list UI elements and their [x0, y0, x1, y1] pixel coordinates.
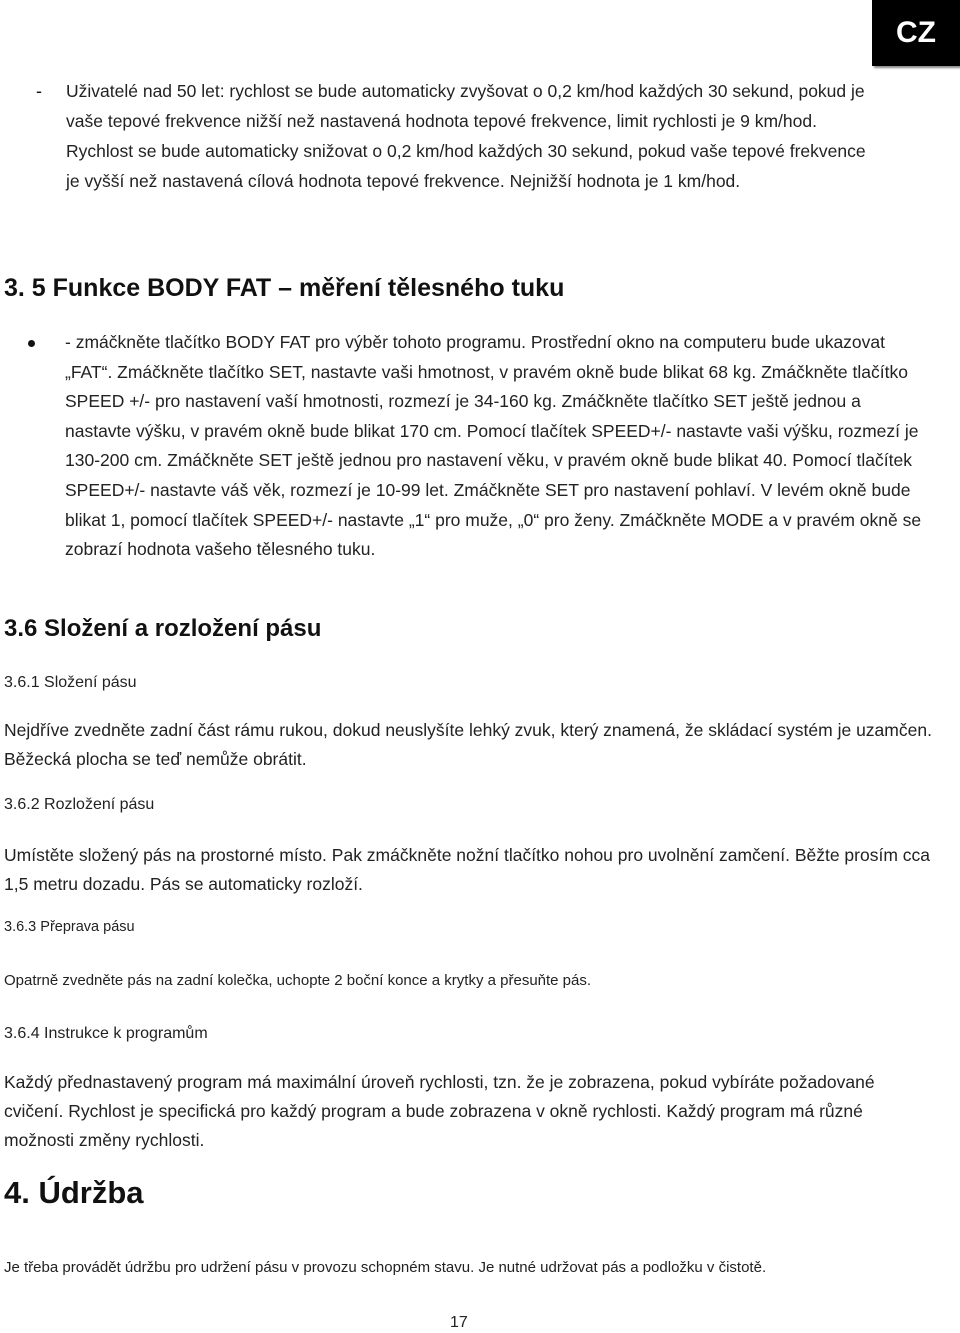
section-heading-maintenance: 4. Údržba: [4, 1175, 144, 1210]
paragraph-programs: Každý přednastavený program má maximální úroveň rychlosti, tzn. že je zobrazena, pokud vybíráte požadované cvičení. Rychlost je specifická pro každý program a bude zobrazena v okně rychlosti. Každý program má různé možnosti změny rychlosti.: [4, 1072, 875, 1150]
paragraph-unfolding: Umístěte složený pás na prostorné místo. Pak zmáčkněte nožní tlačítko nohou pro uvolnění zamčení. Běžte prosím cca 1,5 metru dozadu. Pás se automaticky rozloží.: [4, 845, 931, 894]
section-heading-folding: 3.6 Složení a rozložení pásu: [4, 615, 322, 642]
paragraph-folding: Nejdříve zvedněte zadní část rámu rukou, dokud neuslyšíte lehký zvuk, který znamená, že skládací systém je uzamčen. Běžecká plocha se teď nemůže obrátit.: [4, 720, 932, 769]
intro-paragraph: Uživatelé nad 50 let: rychlost se bude automaticky zvyšovat o 0,2 km/hod každých 30 sekund, pokud je vaše tepové frekvence nižší než nastavená hodnota tepové frekvence, limit rychlosti je 9 km/hod. Rychlost se bude automaticky snižovat o 0,2 km/hod každých 30 sekund, pokud vaše tepové frekvence je vyšší než nastavená cílová hodnota tepové frekvence. Nejnižší hodnota je 1 km/hod.: [66, 81, 866, 191]
section-heading-body-fat: 3. 5 Funkce BODY FAT – měření tělesného tuku: [4, 274, 565, 302]
subheading-programs: 3.6.4 Instrukce k programům: [4, 1025, 208, 1042]
paragraph-transport: Opatrně zvedněte pás na zadní kolečka, uchopte 2 boční konce a krytky a přesuňte pás.: [4, 972, 592, 989]
body-fat-instructions: - zmáčkněte tlačítko BODY FAT pro výběr tohoto programu. Prostřední okno na computeru bude ukazovat „FAT“. Zmáčkněte tlačítko SET, nastavte vaši hmotnost, v pravém okně bude blikat 68 kg. Zmáčkněte tlačítko SPEED +/- pro nastavení vaší hmotnosti, rozmezí je 34-160 kg. Zmáčkněte tlačítko SET ještě jednou a nastavte výšku, v pravém okně bude blikat 170 cm. Pomocí tlačítek SPEED+/- nastavte vaši výšku, rozmezí je 130-200 cm. Zmáčkněte SET ještě jednou pro nastavení věku, v pravém okně bude blikat 40. Pomocí tlačítek SPEED+/- nastavte váš věk, rozmezí je 10-99 let. Zmáčkněte SET pro nastavení pohlaví. V levém okně bude blikat 1, pomocí tlačítek SPEED+/- nastavte „1“ pro muže, „0“ pro ženy. Zmáčkněte MODE a v pravém okně se zobrazí hodnota vašeho tělesného tuku.: [65, 332, 922, 560]
page-number: 17: [450, 1314, 468, 1331]
subheading-folding: 3.6.1 Složení pásu: [4, 674, 137, 691]
bullet-icon: [28, 340, 35, 347]
subheading-unfolding: 3.6.2 Rozložení pásu: [4, 796, 155, 813]
intro-list-item: [36, 76, 876, 196]
subheading-transport: 3.6.3 Přeprava pásu: [4, 919, 135, 935]
dash-marker: -: [36, 81, 42, 101]
body-fat-bullet-item: [28, 328, 928, 565]
language-badge: CZ: [872, 0, 960, 66]
paragraph-maintenance: Je třeba provádět údržbu pro udržení pásu v provozu schopném stavu. Je nutné udržovat pás a podložku v čistotě.: [4, 1259, 767, 1276]
